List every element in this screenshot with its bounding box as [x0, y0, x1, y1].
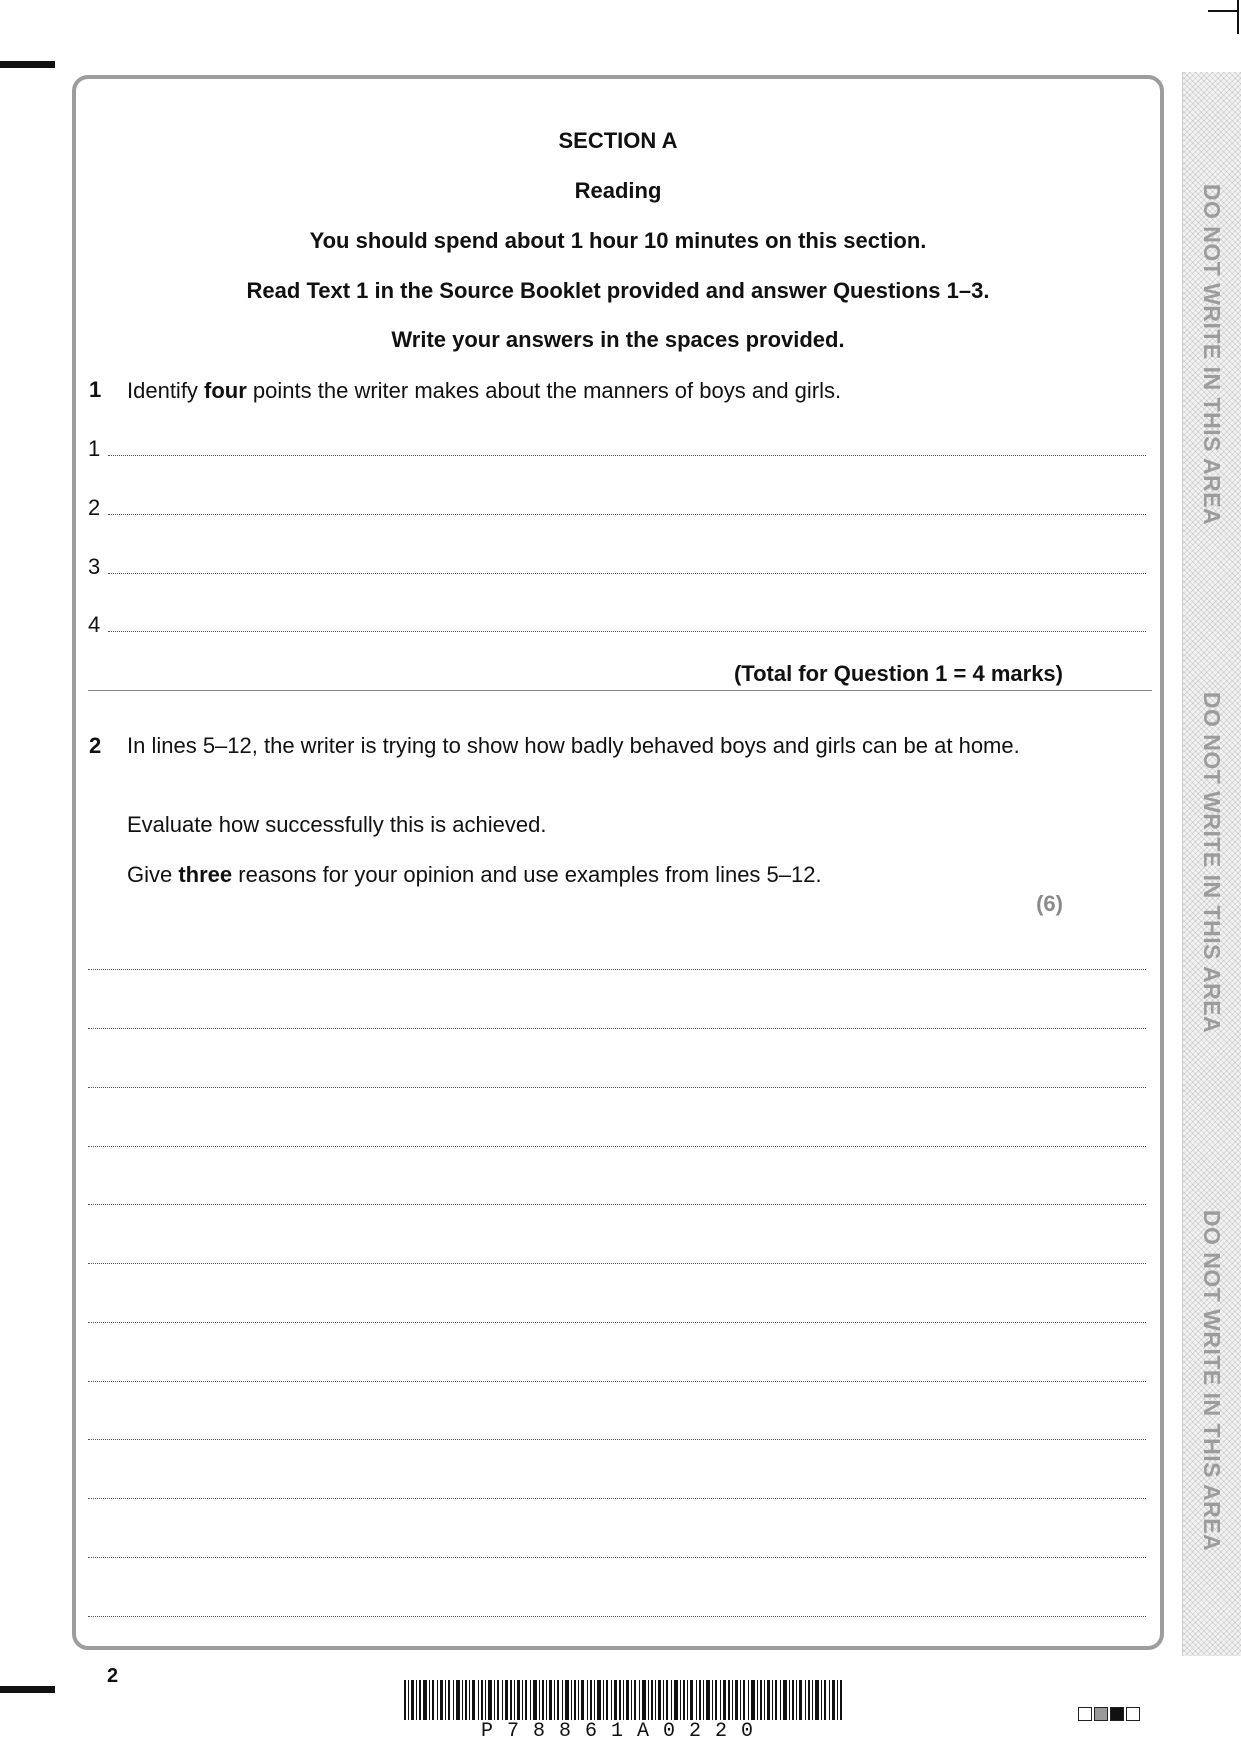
- section-subtitle: Reading: [574, 178, 662, 203]
- q2-answer-line[interactable]: [88, 1263, 1146, 1264]
- marker-box-grey: [1094, 1707, 1108, 1721]
- edge-mark-bottom-left: [0, 1686, 55, 1693]
- q2-text: In lines 5–12, the writer is trying to show how badly behaved boys and girls can be at home.: [127, 733, 1020, 758]
- q2-answer-line[interactable]: [88, 1087, 1146, 1088]
- q2-give-bold: three: [178, 862, 233, 887]
- q2-answer-line[interactable]: [88, 1616, 1146, 1617]
- q2-answer-line[interactable]: [88, 1557, 1146, 1558]
- q1-answer-line-3[interactable]: [108, 573, 1146, 574]
- section-title: SECTION A: [558, 128, 678, 153]
- page-marker-boxes: [1078, 1707, 1140, 1721]
- q2-answer-line[interactable]: [88, 1146, 1146, 1147]
- q1-number: 1: [89, 377, 102, 402]
- q2-answer-line[interactable]: [88, 1439, 1146, 1440]
- marker-box-white: [1126, 1707, 1140, 1721]
- q2-answer-line[interactable]: [88, 1498, 1146, 1499]
- barcode: [404, 1680, 844, 1720]
- q1-total-marks: (Total for Question 1 = 4 marks): [733, 661, 1063, 686]
- q2-give-before: Give: [127, 862, 179, 887]
- q2-evaluate: Evaluate how successfully this is achieved.: [127, 812, 547, 837]
- q1-text-after: points the writer makes about the manners of boys and girls.: [246, 378, 842, 403]
- q1-answer-label-2: 2: [88, 495, 101, 520]
- q2-give: [127, 860, 1077, 889]
- barcode-text: P78861A0220: [480, 1720, 768, 1743]
- q2-answer-line[interactable]: [88, 969, 1146, 970]
- side-warning-3: [1190, 1209, 1234, 1551]
- corner-mark-horizontal: [1208, 10, 1239, 12]
- side-warning-text: DO NOT WRITE IN THIS AREA: [1199, 1209, 1226, 1551]
- q2-answer-line[interactable]: [88, 1028, 1146, 1029]
- q1-answer-line-1[interactable]: [108, 455, 1146, 456]
- side-warning-1: [1190, 183, 1234, 525]
- q2-number: 2: [89, 733, 102, 758]
- q2-answer-line[interactable]: [88, 1322, 1146, 1323]
- q1-text-before: Identify: [127, 378, 205, 403]
- instruction-time: You should spend about 1 hour 10 minutes on this section.: [309, 228, 927, 253]
- side-warning-2: [1190, 691, 1234, 1033]
- q2-answer-line[interactable]: [88, 1381, 1146, 1382]
- q1-answer-label-4: 4: [88, 612, 101, 637]
- q1-divider: [88, 690, 1152, 691]
- side-warning-text: DO NOT WRITE IN THIS AREA: [1199, 183, 1226, 525]
- q1-answer-label-1: 1: [88, 436, 101, 461]
- corner-mark-vertical: [1237, 0, 1239, 34]
- edge-mark-top-left: [0, 61, 55, 68]
- instruction-read: Read Text 1 in the Source Booklet provided and answer Questions 1–3.: [246, 278, 990, 303]
- instruction-write: Write your answers in the spaces provided.: [391, 327, 845, 352]
- marker-box-black: [1110, 1707, 1124, 1721]
- q1-answer-line-4[interactable]: [108, 631, 1146, 632]
- q1-answer-label-3: 3: [88, 554, 101, 579]
- q1-answer-line-2[interactable]: [108, 514, 1146, 515]
- page-number: 2: [107, 1665, 119, 1687]
- marker-box-white: [1078, 1707, 1092, 1721]
- q1-text: [127, 376, 1077, 405]
- q2-give-after: reasons for your opinion and use examples from lines 5–12.: [232, 862, 822, 887]
- q1-text-bold: four: [204, 378, 247, 403]
- q2-marks: (6): [1036, 891, 1063, 916]
- q2-answer-line[interactable]: [88, 1204, 1146, 1205]
- side-warning-text: DO NOT WRITE IN THIS AREA: [1199, 691, 1226, 1033]
